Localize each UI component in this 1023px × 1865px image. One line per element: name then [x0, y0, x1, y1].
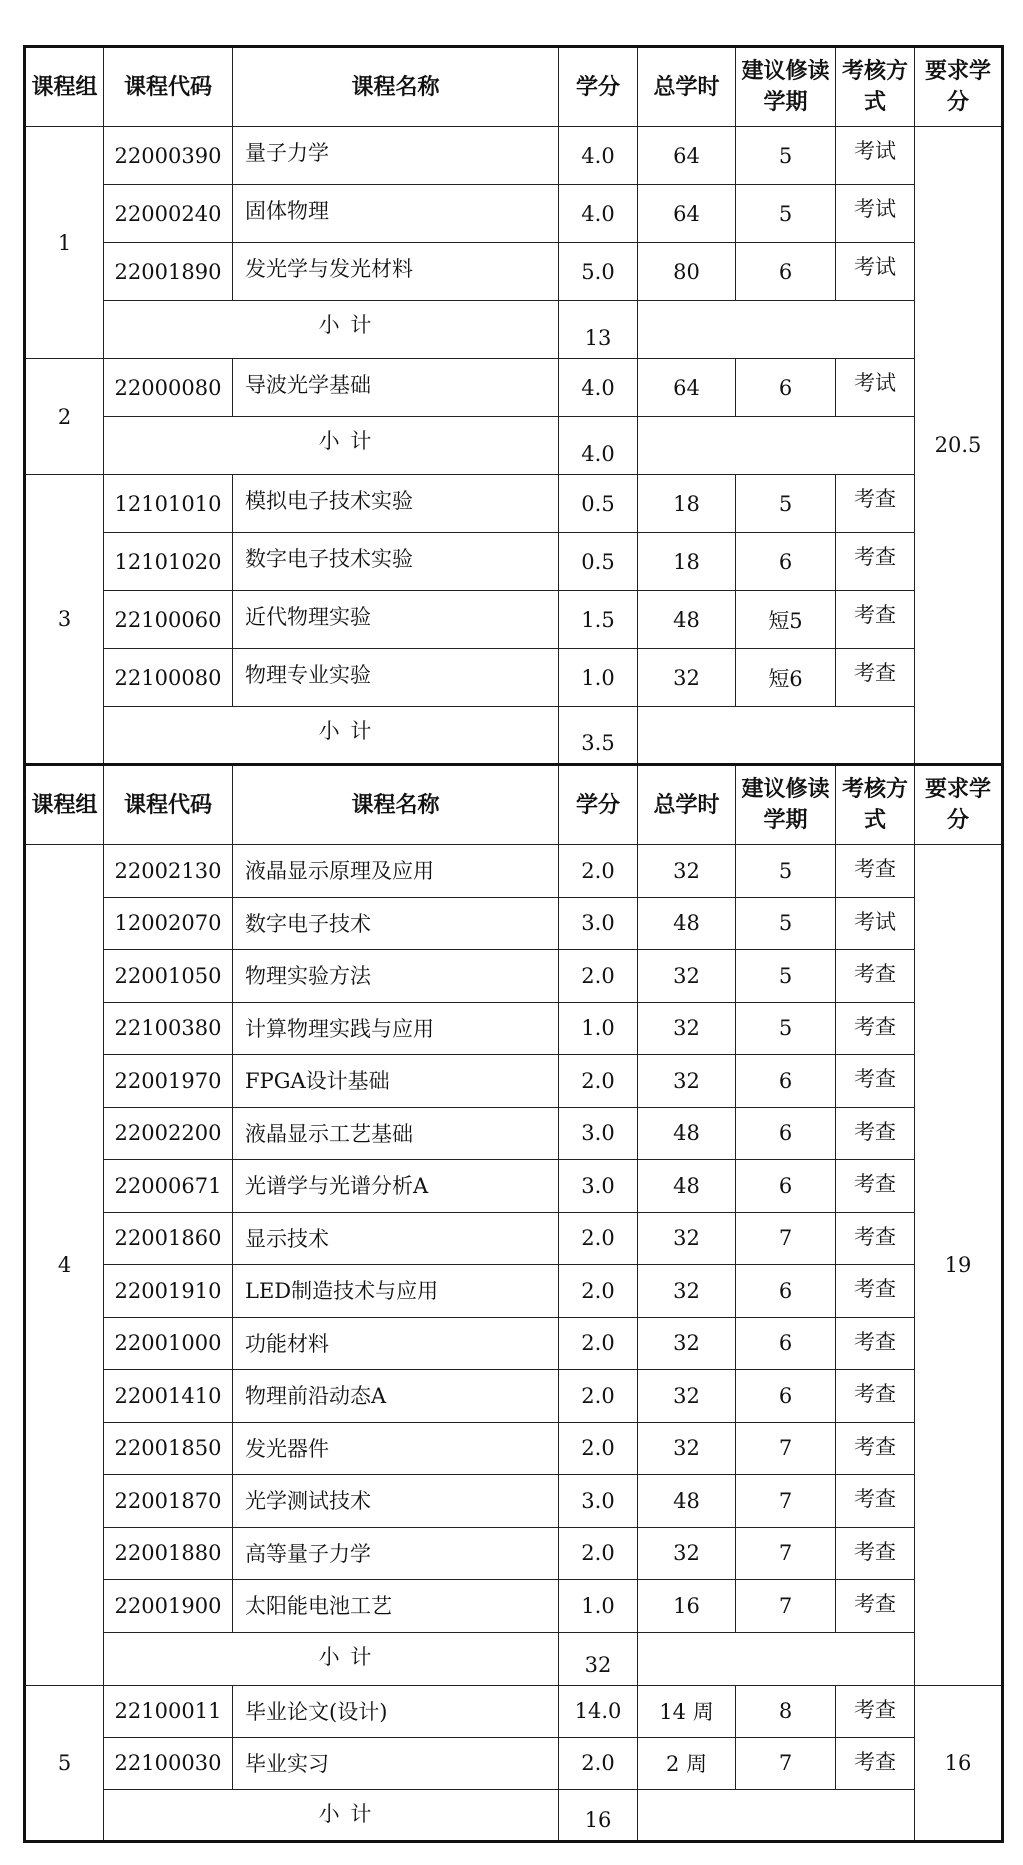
course-exam: 考查: [836, 1422, 915, 1475]
table-row: [25, 897, 1003, 950]
course-semester: 5: [736, 127, 836, 185]
course-semester: 5: [736, 185, 836, 243]
table-row: [25, 533, 1003, 591]
header-credit: 学分: [559, 47, 638, 127]
course-semester: 6: [736, 1107, 836, 1160]
required-credits: 20.5: [915, 127, 1003, 765]
header-semester: 建议修读学期: [736, 765, 836, 845]
table-row: [25, 591, 1003, 649]
course-semester: 5: [736, 845, 836, 898]
header-code: 课程代码: [104, 47, 233, 127]
table-row: [25, 649, 1003, 707]
course-hours: 32: [638, 1422, 736, 1475]
course-credit: 2.0: [559, 845, 638, 898]
course-name: 显示技术: [233, 1212, 559, 1265]
course-hours: 32: [638, 1055, 736, 1108]
course-hours: 64: [638, 359, 736, 417]
course-code: 12002070: [104, 897, 233, 950]
course-code: 12101020: [104, 533, 233, 591]
course-credit: 2.0: [559, 1055, 638, 1108]
course-exam: 考试: [836, 243, 915, 301]
header-row: [25, 47, 1003, 127]
table-row: [25, 1580, 1003, 1633]
subtotal-row: [25, 1789, 1003, 1841]
course-code: 22100080: [104, 649, 233, 707]
table-row: [25, 1160, 1003, 1213]
course-code: 22100011: [104, 1685, 233, 1737]
course-credit: 4.0: [559, 359, 638, 417]
table-row: [25, 359, 1003, 417]
course-hours: 32: [638, 1527, 736, 1580]
subtotal-blank: [638, 417, 915, 475]
course-exam: 考试: [836, 359, 915, 417]
course-semester: 5: [736, 475, 836, 533]
subtotal-row: [25, 707, 1003, 765]
course-name: LED制造技术与应用: [233, 1265, 559, 1318]
course-credit: 3.0: [559, 1107, 638, 1160]
course-name: 模拟电子技术实验: [233, 475, 559, 533]
course-credit: 1.0: [559, 1580, 638, 1633]
course-exam: 考查: [836, 1527, 915, 1580]
course-name: FPGA设计基础: [233, 1055, 559, 1108]
course-exam: 考查: [836, 1475, 915, 1528]
group-id: 4: [25, 845, 104, 1686]
course-code: 22100380: [104, 1002, 233, 1055]
subtotal-blank: [638, 1632, 915, 1685]
course-name: 液晶显示原理及应用: [233, 845, 559, 898]
course-code: 22000390: [104, 127, 233, 185]
course-hours: 32: [638, 1370, 736, 1423]
course-semester: 短6: [736, 649, 836, 707]
course-credit: 3.0: [559, 897, 638, 950]
course-hours: 32: [638, 1212, 736, 1265]
course-semester: 6: [736, 359, 836, 417]
subtotal-label: 小 计: [104, 417, 559, 475]
course-code: 22000080: [104, 359, 233, 417]
header-group: 课程组: [25, 765, 104, 845]
course-code: 22001910: [104, 1265, 233, 1318]
course-hours: 48: [638, 1475, 736, 1528]
group-id: 2: [25, 359, 104, 475]
course-hours: 80: [638, 243, 736, 301]
course-code: 22001900: [104, 1580, 233, 1633]
course-hours: 48: [638, 591, 736, 649]
course-name: 物理实验方法: [233, 950, 559, 1003]
course-hours: 14 周: [638, 1685, 736, 1737]
subtotal-row: [25, 417, 1003, 475]
table-row: [25, 1317, 1003, 1370]
table-row: [25, 845, 1003, 898]
course-credit: 14.0: [559, 1685, 638, 1737]
course-name: 数字电子技术实验: [233, 533, 559, 591]
course-semester: 8: [736, 1685, 836, 1737]
course-exam: 考查: [836, 1212, 915, 1265]
course-credit: 0.5: [559, 475, 638, 533]
course-semester: 短5: [736, 591, 836, 649]
course-semester: 7: [736, 1580, 836, 1633]
required-credits: 16: [915, 1685, 1003, 1841]
course-credit: 4.0: [559, 185, 638, 243]
course-hours: 32: [638, 1002, 736, 1055]
course-credit: 2.0: [559, 1265, 638, 1318]
course-credit: 1.0: [559, 649, 638, 707]
subtotal-row: [25, 301, 1003, 359]
subtotal-blank: [638, 301, 915, 359]
course-semester: 6: [736, 1317, 836, 1370]
course-semester: 6: [736, 1160, 836, 1213]
course-name: 发光学与发光材料: [233, 243, 559, 301]
table-row: [25, 1265, 1003, 1318]
course-semester: 7: [736, 1475, 836, 1528]
course-name: 光谱学与光谱分析A: [233, 1160, 559, 1213]
course-code: 22002200: [104, 1107, 233, 1160]
course-credit: 0.5: [559, 533, 638, 591]
course-semester: 6: [736, 533, 836, 591]
course-name: 物理前沿动态A: [233, 1370, 559, 1423]
course-credit: 2.0: [559, 1212, 638, 1265]
course-exam: 考查: [836, 533, 915, 591]
course-credit: 1.5: [559, 591, 638, 649]
course-code: 22000240: [104, 185, 233, 243]
course-credit: 3.0: [559, 1160, 638, 1213]
course-credit: 3.0: [559, 1475, 638, 1528]
subtotal-blank: [638, 1789, 915, 1841]
course-exam: 考查: [836, 1580, 915, 1633]
course-exam: 考查: [836, 591, 915, 649]
course-exam: 考查: [836, 845, 915, 898]
header-hours: 总学时: [638, 47, 736, 127]
table-row: [25, 1212, 1003, 1265]
course-hours: 64: [638, 185, 736, 243]
course-name: 功能材料: [233, 1317, 559, 1370]
course-name: 量子力学: [233, 127, 559, 185]
course-hours: 32: [638, 1317, 736, 1370]
subtotal-value: 16: [559, 1789, 638, 1841]
subtotal-blank: [638, 707, 915, 765]
required-credits: 19: [915, 845, 1003, 1686]
subtotal-label: 小 计: [104, 707, 559, 765]
course-hours: 64: [638, 127, 736, 185]
course-semester: 5: [736, 1002, 836, 1055]
course-hours: 48: [638, 897, 736, 950]
subtotal-label: 小 计: [104, 301, 559, 359]
course-exam: 考查: [836, 1737, 915, 1789]
course-name: 高等量子力学: [233, 1527, 559, 1580]
table-row: [25, 950, 1003, 1003]
group-id: 5: [25, 1685, 104, 1841]
course-exam: 考查: [836, 1002, 915, 1055]
course-code: 22002130: [104, 845, 233, 898]
course-table: [23, 45, 1004, 1843]
course-name: 太阳能电池工艺: [233, 1580, 559, 1633]
header-hours: 总学时: [638, 765, 736, 845]
course-code: 22001000: [104, 1317, 233, 1370]
table-row: [25, 1685, 1003, 1737]
header-semester: 建议修读学期: [736, 47, 836, 127]
course-code: 22001880: [104, 1527, 233, 1580]
course-exam: 考查: [836, 1685, 915, 1737]
course-semester: 6: [736, 1370, 836, 1423]
course-semester: 7: [736, 1737, 836, 1789]
course-code: 22000671: [104, 1160, 233, 1213]
course-hours: 18: [638, 533, 736, 591]
course-code: 22100060: [104, 591, 233, 649]
table-row: [25, 1527, 1003, 1580]
course-credit: 2.0: [559, 1422, 638, 1475]
course-semester: 6: [736, 1055, 836, 1108]
course-hours: 2 周: [638, 1737, 736, 1789]
course-hours: 32: [638, 950, 736, 1003]
course-name: 物理专业实验: [233, 649, 559, 707]
table-row: [25, 243, 1003, 301]
course-semester: 7: [736, 1527, 836, 1580]
course-name: 发光器件: [233, 1422, 559, 1475]
subtotal-value: 4.0: [559, 417, 638, 475]
course-credit: 4.0: [559, 127, 638, 185]
table-row: [25, 1107, 1003, 1160]
table-row: [25, 475, 1003, 533]
table-row: [25, 1737, 1003, 1789]
header-name: 课程名称: [233, 765, 559, 845]
course-exam: 考查: [836, 1160, 915, 1213]
course-name: 液晶显示工艺基础: [233, 1107, 559, 1160]
header-exam: 考核方式: [836, 47, 915, 127]
header-required: 要求学分: [915, 47, 1003, 127]
course-exam: 考试: [836, 897, 915, 950]
subtotal-label: 小 计: [104, 1632, 559, 1685]
table-row: [25, 127, 1003, 185]
table-row: [25, 1002, 1003, 1055]
subtotal-value: 13: [559, 301, 638, 359]
subtotal-value: 32: [559, 1632, 638, 1685]
course-code: 22001050: [104, 950, 233, 1003]
course-exam: 考查: [836, 1055, 915, 1108]
subtotal-label: 小 计: [104, 1789, 559, 1841]
table-row: [25, 1370, 1003, 1423]
course-exam: 考查: [836, 1370, 915, 1423]
course-credit: 2.0: [559, 1527, 638, 1580]
group-id: 3: [25, 475, 104, 765]
header-exam: 考核方式: [836, 765, 915, 845]
course-code: 22001860: [104, 1212, 233, 1265]
course-name: 近代物理实验: [233, 591, 559, 649]
course-hours: 16: [638, 1580, 736, 1633]
table-row: [25, 1422, 1003, 1475]
course-semester: 6: [736, 243, 836, 301]
course-hours: 48: [638, 1107, 736, 1160]
course-credit: 2.0: [559, 950, 638, 1003]
group-id: 1: [25, 127, 104, 359]
table-row: [25, 185, 1003, 243]
course-name: 毕业论文(设计): [233, 1685, 559, 1737]
header-credit: 学分: [559, 765, 638, 845]
course-exam: 考查: [836, 950, 915, 1003]
course-credit: 2.0: [559, 1317, 638, 1370]
course-semester: 6: [736, 1265, 836, 1318]
course-name: 数字电子技术: [233, 897, 559, 950]
course-code: 22001850: [104, 1422, 233, 1475]
course-credit: 5.0: [559, 243, 638, 301]
course-exam: 考试: [836, 185, 915, 243]
course-code: 22100030: [104, 1737, 233, 1789]
course-table-body: [25, 47, 1003, 1842]
table-row: [25, 1475, 1003, 1528]
course-exam: 考查: [836, 649, 915, 707]
table-row: [25, 1055, 1003, 1108]
course-semester: 7: [736, 1422, 836, 1475]
course-name: 毕业实习: [233, 1737, 559, 1789]
course-hours: 32: [638, 1265, 736, 1318]
course-semester: 5: [736, 897, 836, 950]
subtotal-row: [25, 1632, 1003, 1685]
subtotal-value: 3.5: [559, 707, 638, 765]
course-credit: 2.0: [559, 1370, 638, 1423]
course-code: 22001970: [104, 1055, 233, 1108]
course-semester: 5: [736, 950, 836, 1003]
course-code: 12101010: [104, 475, 233, 533]
header-group: 课程组: [25, 47, 104, 127]
course-hours: 32: [638, 649, 736, 707]
course-credit: 2.0: [559, 1737, 638, 1789]
course-credit: 1.0: [559, 1002, 638, 1055]
course-code: 22001890: [104, 243, 233, 301]
header-row: [25, 765, 1003, 845]
course-hours: 48: [638, 1160, 736, 1213]
header-name: 课程名称: [233, 47, 559, 127]
course-exam: 考查: [836, 475, 915, 533]
course-hours: 32: [638, 845, 736, 898]
header-required: 要求学分: [915, 765, 1003, 845]
course-hours: 18: [638, 475, 736, 533]
course-code: 22001870: [104, 1475, 233, 1528]
header-code: 课程代码: [104, 765, 233, 845]
course-exam: 考查: [836, 1265, 915, 1318]
course-code: 22001410: [104, 1370, 233, 1423]
course-name: 计算物理实践与应用: [233, 1002, 559, 1055]
course-name: 固体物理: [233, 185, 559, 243]
course-semester: 7: [736, 1212, 836, 1265]
course-exam: 考查: [836, 1107, 915, 1160]
course-name: 导波光学基础: [233, 359, 559, 417]
course-name: 光学测试技术: [233, 1475, 559, 1528]
course-exam: 考试: [836, 127, 915, 185]
course-exam: 考查: [836, 1317, 915, 1370]
